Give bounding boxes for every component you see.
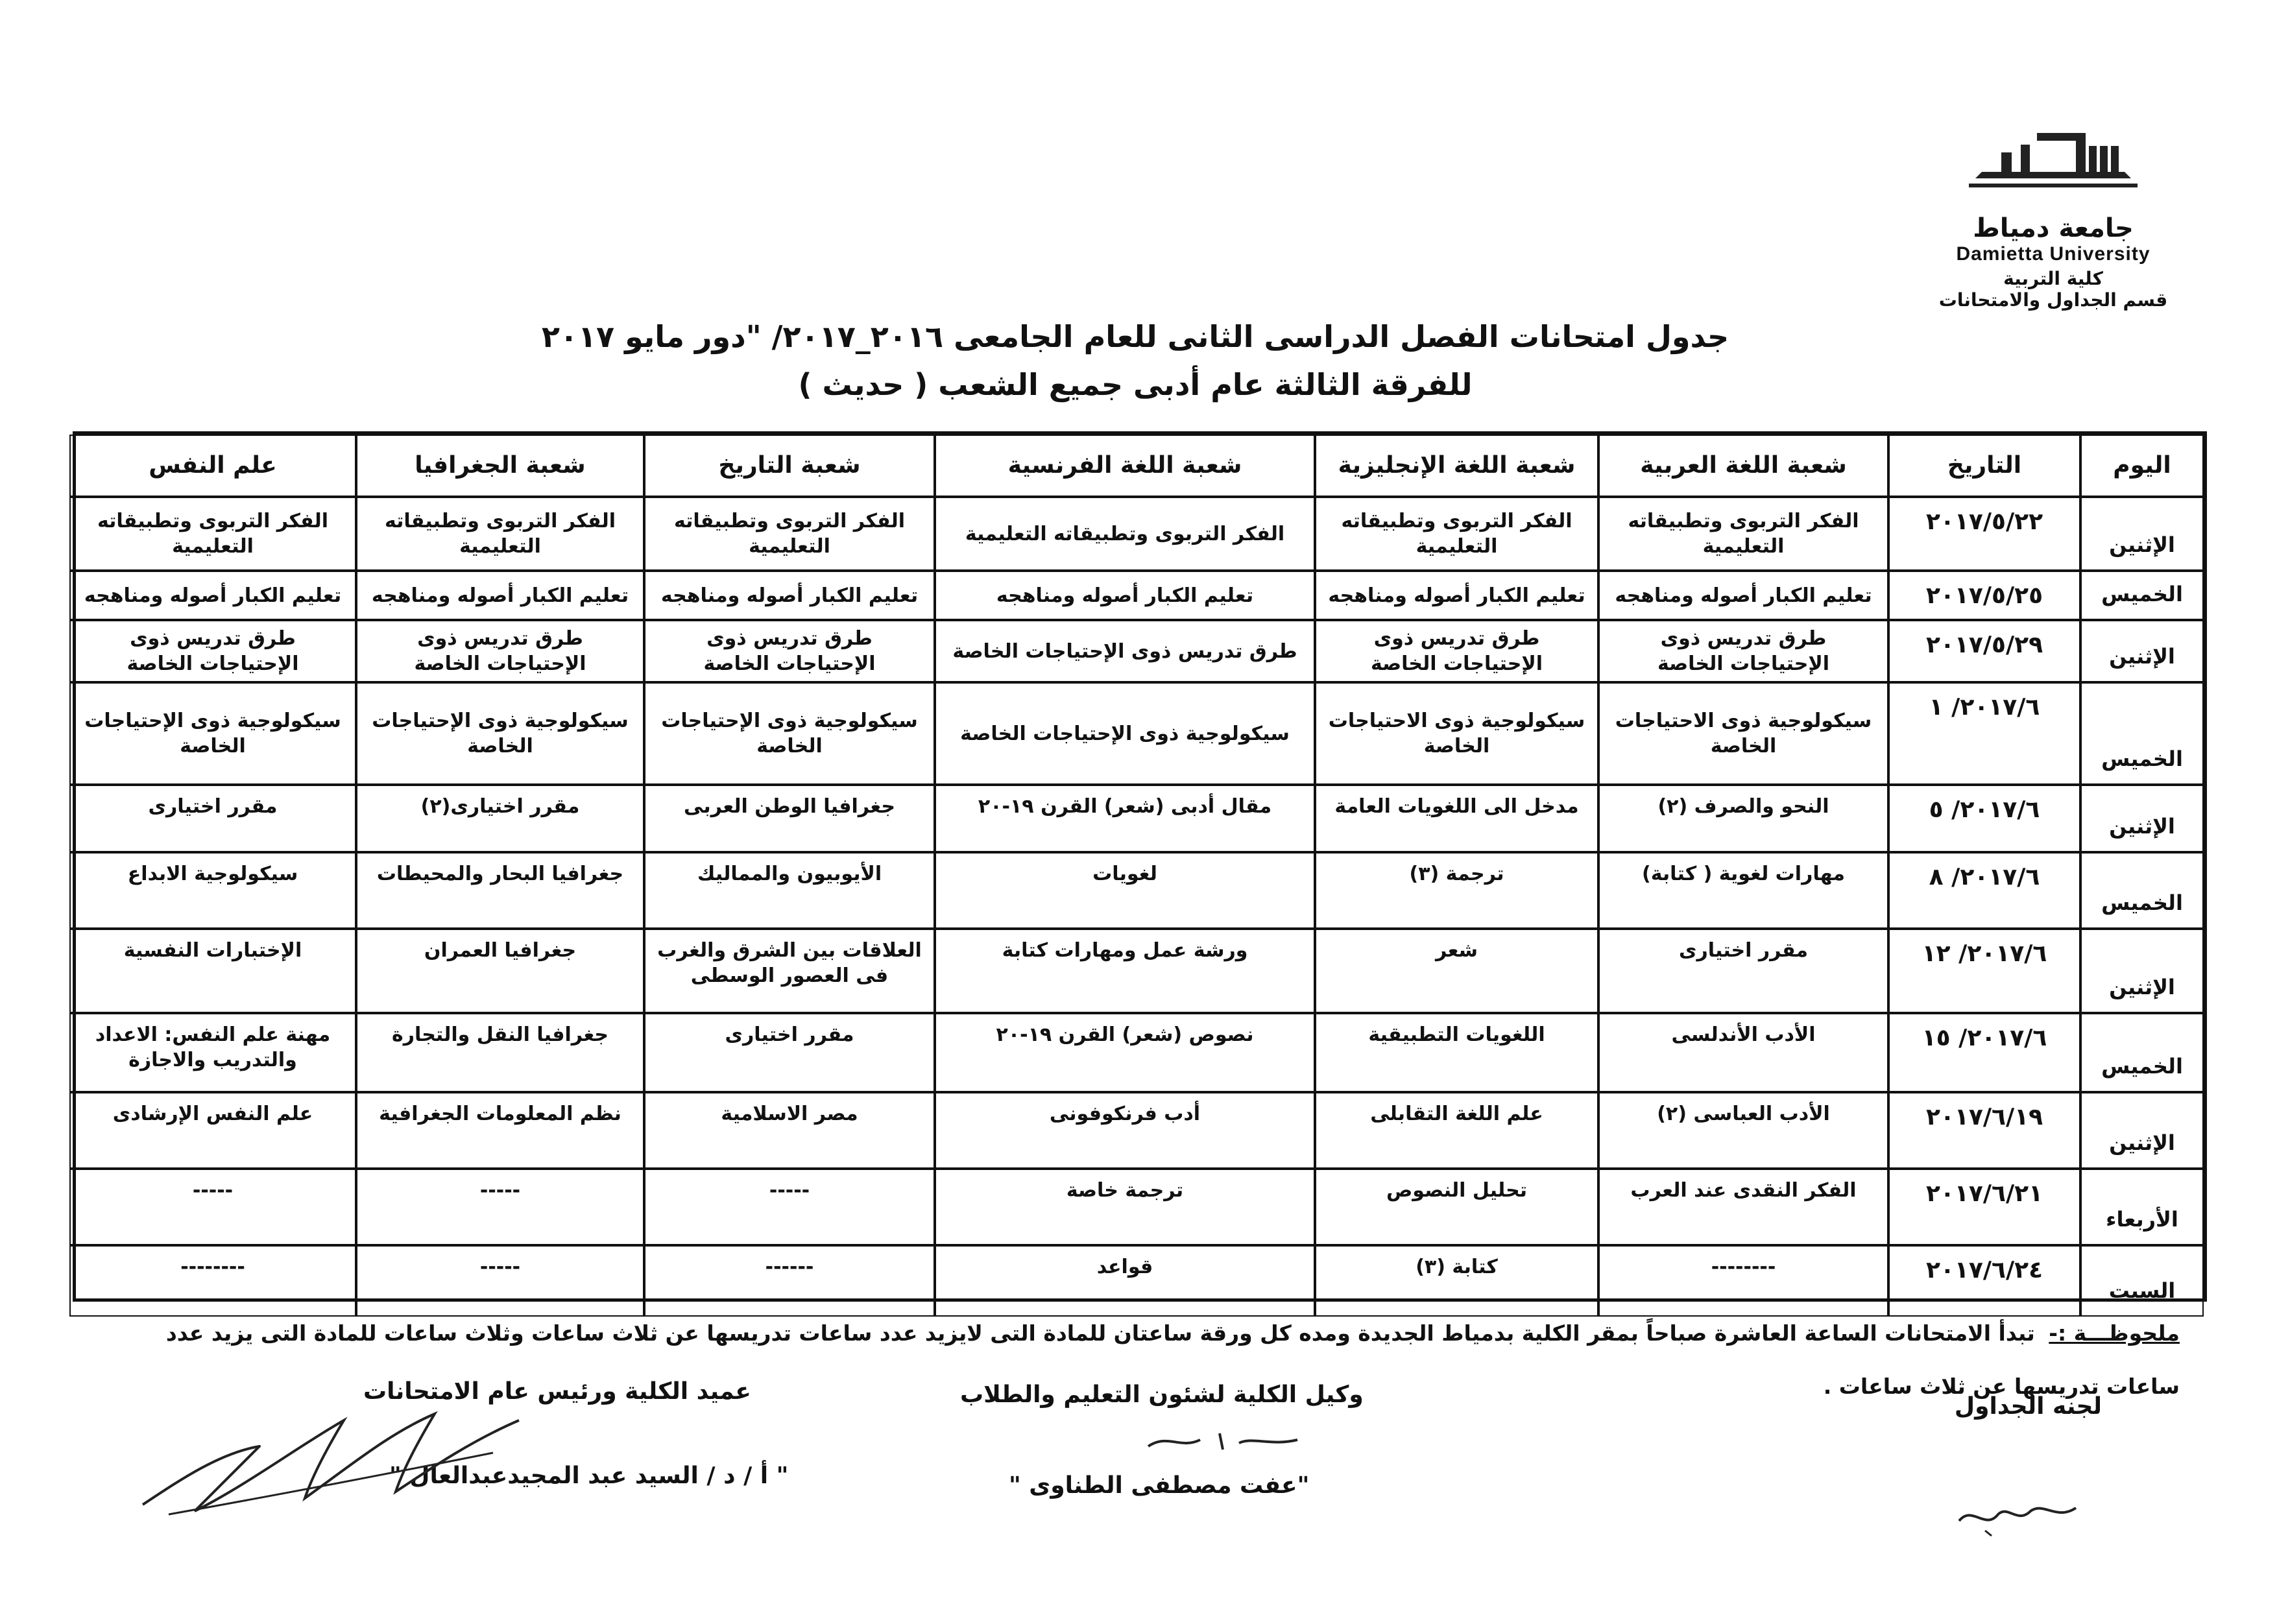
geography-exam-cell: نظم المعلومات الجغرافية: [356, 1092, 644, 1169]
committee-signature: [1946, 1485, 2095, 1544]
university-name-english: Damietta University: [1956, 243, 2150, 265]
university-name-arabic: جامعة دمياط: [1973, 213, 2134, 243]
french-exam-cell: لغويات: [935, 852, 1315, 929]
french-exam-cell: ورشة عمل ومهارات كتابة: [935, 929, 1315, 1013]
date-cell: ٢٠١٧/٦/ ١٥: [1888, 1013, 2080, 1092]
english-exam-cell: شعر: [1315, 929, 1598, 1013]
history-exam-cell: الفكر التربوى وتطبيقاته التعليمية: [644, 497, 935, 571]
psychology-exam-cell: -----: [69, 1169, 356, 1245]
committee-title: لجنه الجداول: [1954, 1393, 2102, 1420]
dean-name: " أ / د / السيد عبد المجيدعبدالعال ": [389, 1463, 789, 1489]
note-label: ملحوظـــة :-: [2049, 1320, 2180, 1346]
vice-dean-title: وكيل الكلية لشئون التعليم والطلاب: [960, 1381, 1364, 1408]
arabic-exam-cell: الفكر النقدى عند العرب: [1598, 1169, 1888, 1245]
english-exam-cell: علم اللغة التقابلى: [1315, 1092, 1598, 1169]
psychology-exam-cell: مهنة علم النفس: الاعداد والتدريب والاجازة: [69, 1013, 356, 1092]
day-cell: الأربعاء: [2080, 1169, 2204, 1245]
english-exam-cell: طرق تدريس ذوى الإحتياجات الخاصة: [1315, 620, 1598, 682]
english-exam-cell: مدخل الى اللغويات العامة: [1315, 785, 1598, 852]
date-cell: ٢٠١٧/٦/ ١: [1888, 682, 2080, 785]
day-cell: السبت: [2080, 1245, 2204, 1317]
arabic-exam-cell: سيكولوجية ذوى الاحتياجات الخاصة: [1598, 682, 1888, 785]
dean-signature: [130, 1375, 532, 1531]
note-text: تبدأ الامتحانات الساعة العاشرة صباحاً بمقر الكلية بدمياط الجديدة ومده كل ورقة ساعتان للمادة التى لايزيد عدد ساعات تدريسها عن ثلاث ساعات وثلاث ساعات للمادة التى يزيد عدد ساعات تدريسها عن ثلاث ساعات .: [165, 1320, 2180, 1399]
history-exam-cell: ------: [644, 1245, 935, 1317]
french-exam-cell: مقال أدبى (شعر) القرن ١٩-٢٠: [935, 785, 1315, 852]
history-exam-cell: سيكولوجية ذوى الإحتياجات الخاصة: [644, 682, 935, 785]
page-title: جدول امتحانات الفصل الدراسى الثانى للعام الجامعى ٢٠١٦_٢٠١٧/ "دور مايو ٢٠١٧: [541, 319, 1729, 354]
french-exam-cell: نصوص (شعر) القرن ١٩-٢٠: [935, 1013, 1315, 1092]
french-exam-cell: الفكر التربوى وتطبيقاته التعليمية: [935, 497, 1315, 571]
faculty-name: كلية التربية: [2003, 268, 2103, 289]
psychology-exam-cell: --------: [69, 1245, 356, 1317]
history-exam-cell: مقرر اختيارى: [644, 1013, 935, 1092]
english-exam-cell: الفكر التربوى وتطبيقاته التعليمية: [1315, 497, 1598, 571]
date-cell: ٢٠١٧/٦/ ٨: [1888, 852, 2080, 929]
day-cell: الخميس: [2080, 682, 2204, 785]
day-cell: الخميس: [2080, 852, 2204, 929]
department-name: قسم الجداول والامتحانات: [1938, 289, 2168, 311]
date-cell: ٢٠١٧/٥/٢٩: [1888, 620, 2080, 682]
day-cell: الإثنين: [2080, 620, 2204, 682]
geography-exam-cell: مقرر اختيارى(٢): [356, 785, 644, 852]
psychology-exam-cell: تعليم الكبار أصوله ومناهجه: [69, 571, 356, 620]
exam-schedule-table: [73, 431, 2207, 1302]
history-exam-cell: مصر الاسلامية: [644, 1092, 935, 1169]
geography-exam-cell: الفكر التربوى وتطبيقاته التعليمية: [356, 497, 644, 571]
english-exam-cell: تحليل النصوص: [1315, 1169, 1598, 1245]
english-header: شعبة اللغة الإنجليزية: [1315, 435, 1598, 497]
french-exam-cell: قواعد: [935, 1245, 1315, 1317]
day-cell: الإثنين: [2080, 785, 2204, 852]
arabic-exam-cell: طرق تدريس ذوى الإحتياجات الخاصة: [1598, 620, 1888, 682]
date-cell: ٢٠١٧/٦/٢٤: [1888, 1245, 2080, 1317]
day-cell: الخميس: [2080, 571, 2204, 620]
day-cell: الخميس: [2080, 1013, 2204, 1092]
arabic-exam-cell: مهارات لغوية ( كتابة): [1598, 852, 1888, 929]
psychology-exam-cell: علم النفس الإرشادى: [69, 1092, 356, 1169]
history-header: شعبة التاريخ: [644, 435, 935, 497]
psychology-exam-cell: الفكر التربوى وتطبيقاته التعليمية: [69, 497, 356, 571]
geography-exam-cell: طرق تدريس ذوى الإحتياجات الخاصة: [356, 620, 644, 682]
day-header: اليوم: [2080, 435, 2204, 497]
date-cell: ٢٠١٧/٥/٢٢: [1888, 497, 2080, 571]
history-exam-cell: -----: [644, 1169, 935, 1245]
english-exam-cell: اللغويات التطبيقية: [1315, 1013, 1598, 1092]
vice-dean-name: "عفت مصطفى الطناوى ": [1009, 1472, 1310, 1499]
arabic-exam-cell: تعليم الكبار أصوله ومناهجه: [1598, 571, 1888, 620]
geography-header: شعبة الجغرافيا: [356, 435, 644, 497]
date-cell: ٢٠١٧/٦/ ٥: [1888, 785, 2080, 852]
arabic-exam-cell: مقرر اختيارى: [1598, 929, 1888, 1013]
date-cell: ٢٠١٧/٦/١٩: [1888, 1092, 2080, 1169]
arabic-exam-cell: الأدب الأندلسى: [1598, 1013, 1888, 1092]
geography-exam-cell: جغرافيا البحار والمحيطات: [356, 852, 644, 929]
french-exam-cell: طرق تدريس ذوى الإحتياجات الخاصة: [935, 620, 1315, 682]
arabic-exam-cell: --------: [1598, 1245, 1888, 1317]
university-logo: [1914, 126, 2193, 321]
geography-exam-cell: سيكولوجية ذوى الإحتياجات الخاصة: [356, 682, 644, 785]
arabic-exam-cell: الفكر التربوى وتطبيقاته التعليمية: [1598, 497, 1888, 571]
english-exam-cell: ترجمة (٣): [1315, 852, 1598, 929]
day-cell: الإثنين: [2080, 497, 2204, 571]
french-exam-cell: أدب فرنكوفونى: [935, 1092, 1315, 1169]
english-exam-cell: تعليم الكبار أصوله ومناهجه: [1315, 571, 1598, 620]
page-subtitle: للفرقة الثالثة عام أدبى جميع الشعب ( حديث ): [798, 367, 1473, 402]
english-exam-cell: كتابة (٣): [1315, 1245, 1598, 1317]
arabic-exam-cell: الأدب العباسى (٢): [1598, 1092, 1888, 1169]
geography-exam-cell: -----: [356, 1169, 644, 1245]
geography-exam-cell: جغرافيا العمران: [356, 929, 644, 1013]
university-emblem-icon: [1956, 126, 2150, 211]
history-exam-cell: تعليم الكبار أصوله ومناهجه: [644, 571, 935, 620]
english-exam-cell: سيكولوجية ذوى الاحتياجات الخاصة: [1315, 682, 1598, 785]
psychology-exam-cell: مقرر اختيارى: [69, 785, 356, 852]
arabic-header: شعبة اللغة العربية: [1598, 435, 1888, 497]
dean-title: عميد الكلية ورئيس عام الامتحانات: [363, 1378, 751, 1405]
french-exam-cell: سيكولوجية ذوى الإحتياجات الخاصة: [935, 682, 1315, 785]
psychology-header: علم النفس: [69, 435, 356, 497]
french-exam-cell: ترجمة خاصة: [935, 1169, 1315, 1245]
psychology-exam-cell: الإختبارات النفسية: [69, 929, 356, 1013]
french-header: شعبة اللغة الفرنسية: [935, 435, 1315, 497]
date-cell: ٢٠١٧/٦/٢١: [1888, 1169, 2080, 1245]
history-exam-cell: العلاقات بين الشرق والغرب فى العصور الوسطى: [644, 929, 935, 1013]
history-exam-cell: طرق تدريس ذوى الإحتياجات الخاصة: [644, 620, 935, 682]
psychology-exam-cell: سيكولوجية ذوى الإحتياجات الخاصة: [69, 682, 356, 785]
date-cell: ٢٠١٧/٥/٢٥: [1888, 571, 2080, 620]
day-cell: الإثنين: [2080, 1092, 2204, 1169]
date-header: التاريخ: [1888, 435, 2080, 497]
psychology-exam-cell: طرق تدريس ذوى الإحتياجات الخاصة: [69, 620, 356, 682]
geography-exam-cell: جغرافيا النقل والتجارة: [356, 1013, 644, 1092]
geography-exam-cell: -----: [356, 1245, 644, 1317]
psychology-exam-cell: سيكولوجية الابداع: [69, 852, 356, 929]
arabic-exam-cell: النحو والصرف (٢): [1598, 785, 1888, 852]
history-exam-cell: الأيوبيون والمماليك: [644, 852, 935, 929]
day-cell: الإثنين: [2080, 929, 2204, 1013]
date-cell: ٢٠١٧/٦/ ١٢: [1888, 929, 2080, 1013]
vice-dean-signature: [1142, 1420, 1310, 1459]
history-exam-cell: جغرافيا الوطن العربى: [644, 785, 935, 852]
french-exam-cell: تعليم الكبار أصوله ومناهجه: [935, 571, 1315, 620]
geography-exam-cell: تعليم الكبار أصوله ومناهجه: [356, 571, 644, 620]
